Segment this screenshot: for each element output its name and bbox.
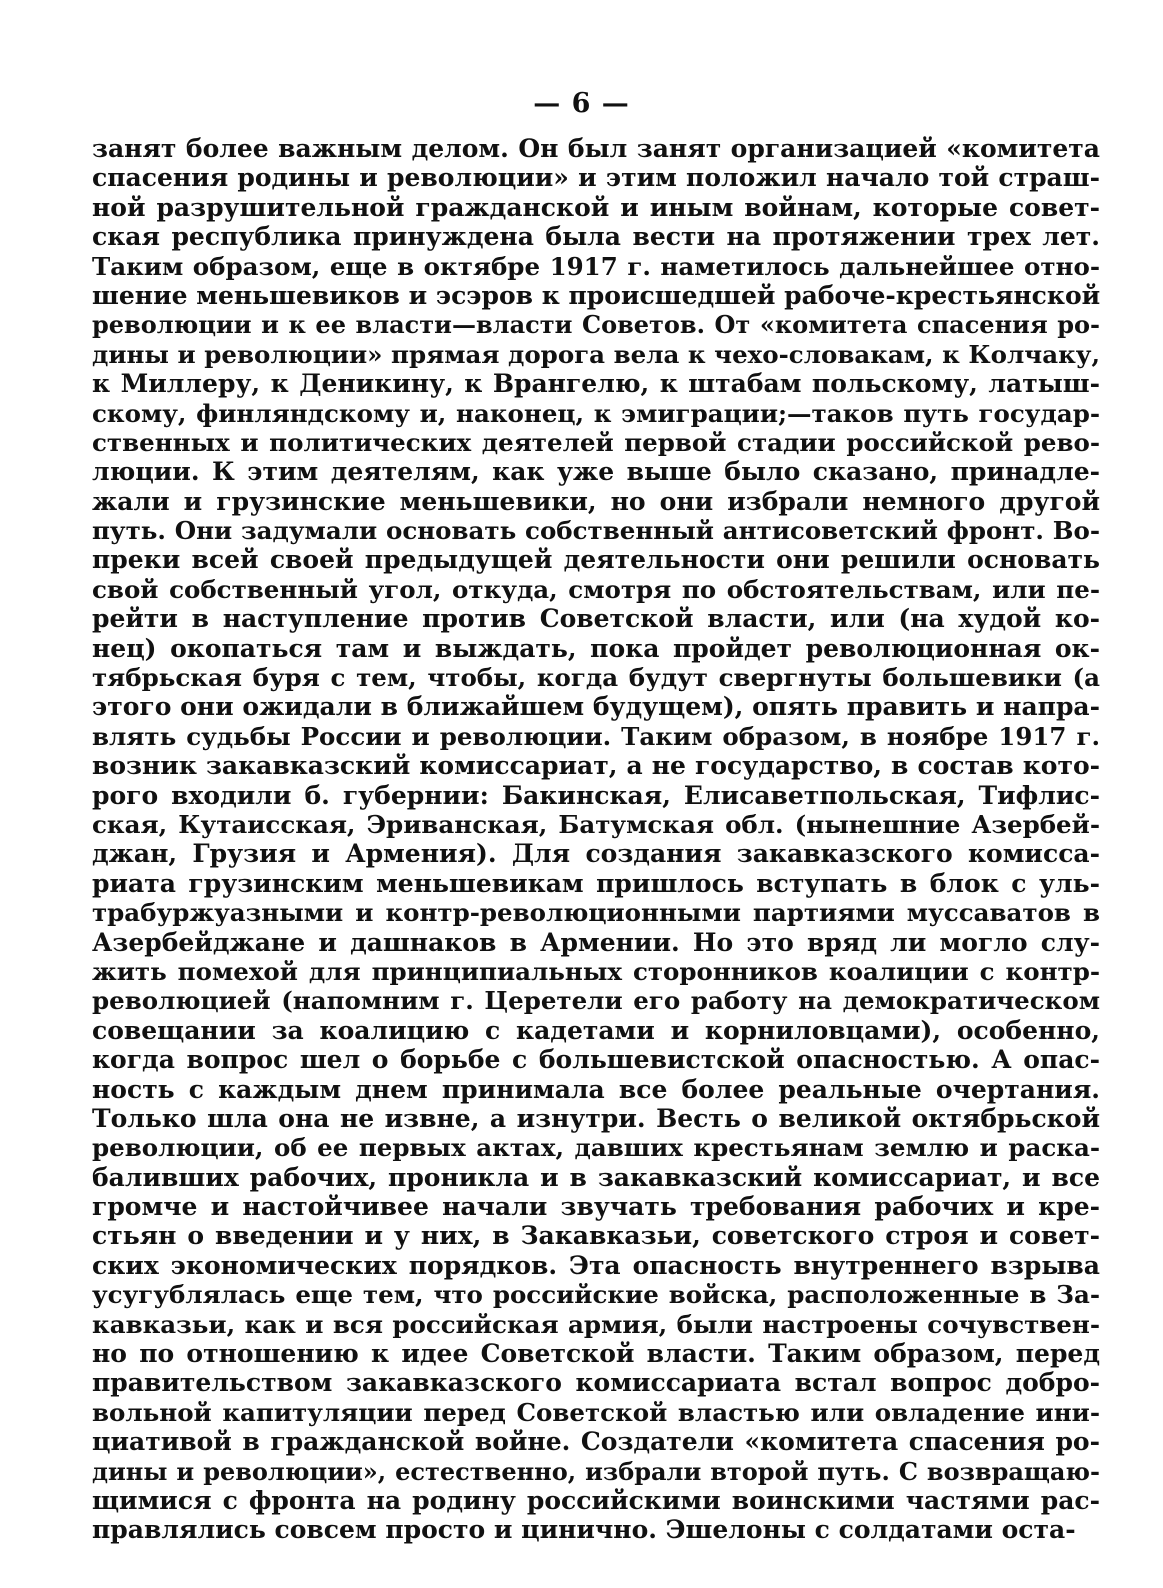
- text-line: влять судьбы России и революции. Таким образом, в ноябре 1917 г.: [92, 721, 1100, 751]
- text-line: но по отношению к идее Советской власти. Таким образом, перед: [92, 1339, 1100, 1369]
- text-line: правлялись совсем просто и цинично. Эшелоны с солдатами оста-: [92, 1515, 1076, 1545]
- text-line: кавказьи, как и вся российская армия, были настроены сочувствен-: [92, 1309, 1100, 1339]
- text-line: к Миллеру, к Деникину, к Врангелю, к штабам польскому, латыш-: [92, 369, 1100, 399]
- text-line: революцией (напомним г. Церетели его работу на демократическом: [92, 986, 1100, 1016]
- text-line: этого они ожидали в ближайшем будущем), опять править и напра-: [92, 692, 1100, 722]
- text-line: Азербейджане и дашнаков в Армении. Но это вряд ли могло слу-: [92, 927, 1100, 957]
- text-line: ских экономических порядков. Эта опасность внутреннего взрыва: [92, 1250, 1100, 1280]
- body-text: [92, 134, 1100, 1545]
- text-line: когда вопрос шел о борьбе с большевистской опасностью. А опас-: [92, 1045, 1100, 1075]
- text-line: жали и грузинские меньшевики, но они избрали немного другой: [92, 486, 1100, 516]
- text-line: скому, финляндскому и, наконец, к эмиграции;—таков путь государ-: [92, 398, 1100, 428]
- text-line: джан, Грузия и Армения). Для создания закавказского комисса-: [92, 839, 1100, 869]
- text-line: дины и революции» прямая дорога вела к чехо-словакам, к Колчаку,: [92, 339, 1100, 369]
- text-line: усугублялась еще тем, что российские войска, расположенные в За-: [92, 1280, 1100, 1310]
- text-line: ность с каждым днем принимала все более реальные очертания.: [92, 1074, 1100, 1104]
- text-line: люции. К этим деятелям, как уже выше было сказано, принадле-: [92, 457, 1100, 487]
- text-line: ной разрушительной гражданской и иным войнам, которые совет-: [92, 192, 1100, 222]
- text-line: риата грузинским меньшевикам пришлось вступать в блок с уль-: [92, 868, 1100, 898]
- text-line: трабуржуазными и контр-революционными партиями муссаватов в: [92, 898, 1100, 928]
- text-line: правительством закавказского комиссариата встал вопрос добро-: [92, 1368, 1100, 1398]
- page-number: — 6 —: [533, 88, 630, 119]
- text-line: спасения родины и революции» и этим положил начало той страш-: [92, 163, 1100, 193]
- text-line: преки всей своей предыдущей деятельности они решили основать: [92, 545, 1100, 575]
- text-line: рейти в наступление против Советской власти, или (на худой ко-: [92, 604, 1100, 634]
- text-line: Только шла она не извне, а изнутри. Весть о великой октябрьской: [92, 1103, 1100, 1133]
- text-line: свой собственный угол, откуда, смотря по обстоятельствам, или пе-: [92, 574, 1100, 604]
- text-line: шение меньшевиков и эсэров к происшедшей рабоче-крестьянской: [92, 280, 1100, 310]
- text-line: нец) окопаться там и выждать, пока пройдет революционная ок-: [92, 633, 1100, 663]
- text-line: щимися с фронта на родину российскими воинскими частями рас-: [92, 1485, 1100, 1515]
- text-line: ская республика принуждена была вести на протяжении трех лет.: [92, 222, 1100, 252]
- text-line: путь. Они задумали основать собственный антисоветский фронт. Во-: [92, 516, 1100, 546]
- text-line: революции, об ее первых актах, давших крестьянам землю и раска-: [92, 1133, 1100, 1163]
- text-line: тябрьская буря с тем, чтобы, когда будут свергнуты большевики (а: [92, 663, 1100, 693]
- text-line: вольной капитуляции перед Советской властью или овладение ини-: [92, 1397, 1100, 1427]
- text-line: рого входили б. губернии: Бакинская, Елисаветпольская, Тифлис-: [92, 780, 1100, 810]
- text-line: ская, Кутаисская, Эриванская, Батумская обл. (нынешние Азербей-: [92, 809, 1100, 839]
- text-line: стьян о введении и у них, в Закавказьи, советского строя и совет-: [92, 1221, 1100, 1251]
- text-line: ственных и политических деятелей первой стадии российской рево-: [92, 427, 1100, 457]
- text-line: жить помехой для принципиальных сторонников коалиции с контр-: [92, 956, 1100, 986]
- text-line: громче и настойчивее начали звучать требования рабочих и кре-: [92, 1192, 1100, 1222]
- text-line: баливших рабочих, проникла и в закавказский комиссариат, и все: [92, 1162, 1100, 1192]
- text-line: революции и к ее власти—власти Советов. От «комитета спасения ро-: [92, 310, 1100, 340]
- text-line: совещании за коалицию с кадетами и корниловцами), особенно,: [92, 1015, 1100, 1045]
- text-line: возник закавказский комиссариат, а не государство, в состав кото-: [92, 751, 1100, 781]
- text-line: Таким образом, еще в октябре 1917 г. наметилось дальнейшее отно-: [92, 251, 1100, 281]
- text-line: занят более важным делом. Он был занят организацией «комитета: [92, 134, 1100, 163]
- text-line: дины и революции», естественно, избрали второй путь. С возвращаю-: [92, 1456, 1100, 1486]
- text-line: циативой в гражданской войне. Создатели «комитета спасения ро-: [92, 1427, 1100, 1457]
